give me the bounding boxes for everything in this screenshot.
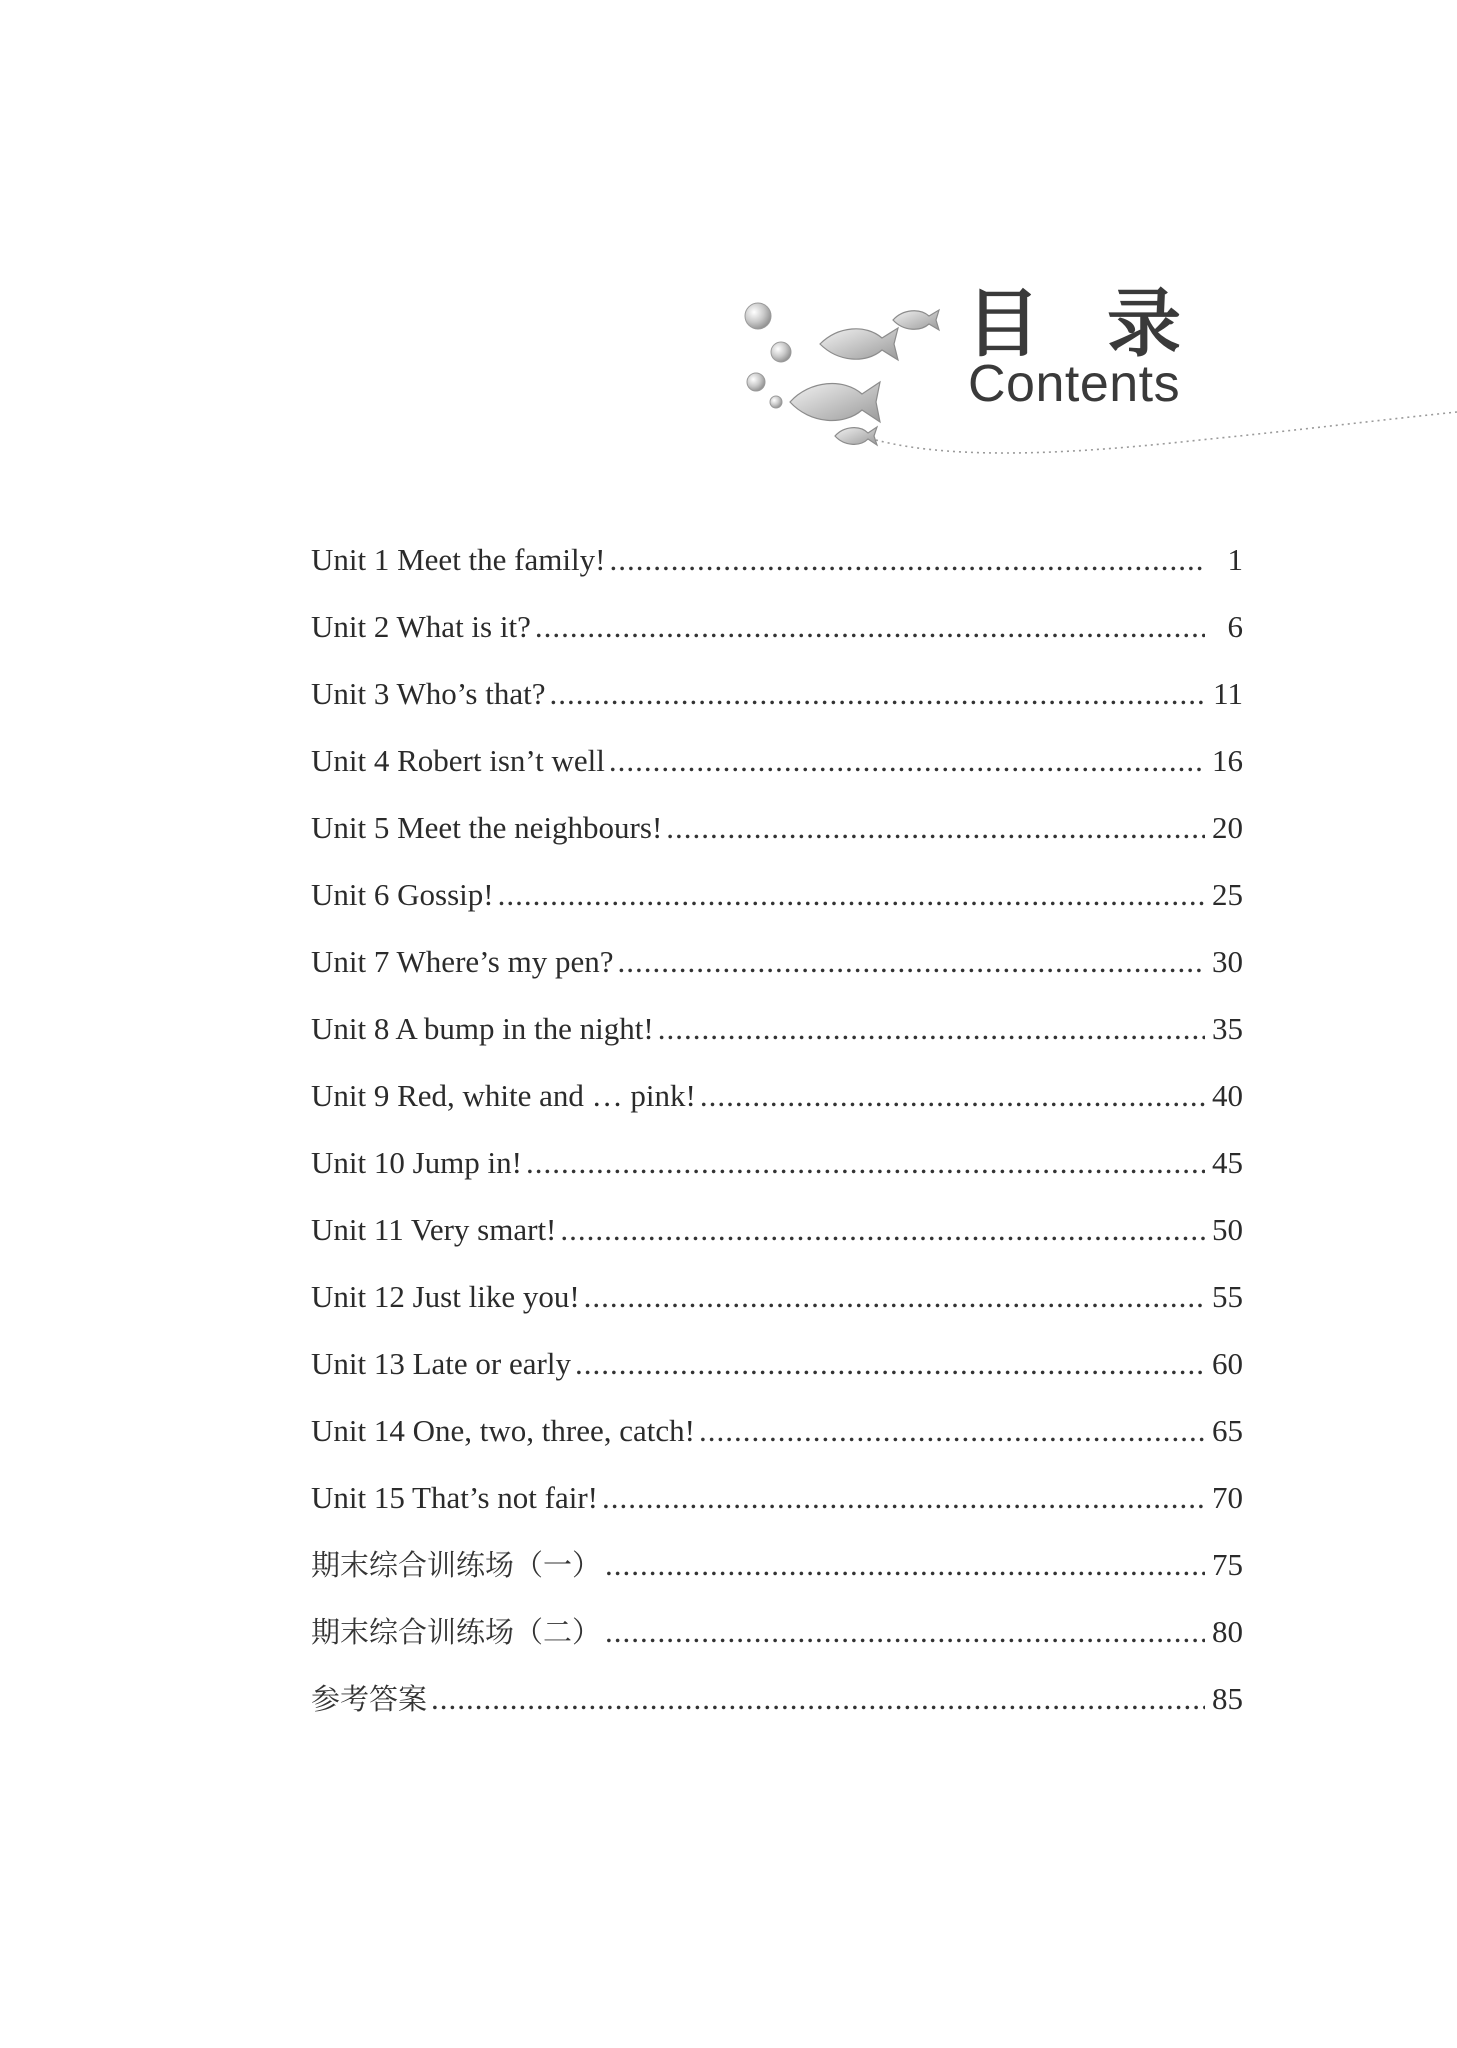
toc-entry-page: 45 xyxy=(1212,1145,1243,1180)
dot-leader xyxy=(699,1402,1205,1460)
bubble-icon xyxy=(770,396,782,408)
toc-entry-page: 11 xyxy=(1213,676,1243,711)
toc-entry[interactable] xyxy=(311,933,1243,1000)
fish-icon xyxy=(835,427,877,445)
page-title-chinese xyxy=(966,281,1181,367)
toc-entry[interactable] xyxy=(311,1402,1243,1469)
fish-and-bubbles-icon xyxy=(0,0,1457,480)
toc-entry[interactable] xyxy=(311,1335,1243,1402)
toc-entry-label: Unit 15 That’s not fair! xyxy=(311,1480,598,1515)
toc-entry-label: Unit 12 Just like you! xyxy=(311,1279,580,1314)
toc-entry[interactable] xyxy=(311,1536,1243,1603)
toc-entry[interactable] xyxy=(311,866,1243,933)
toc-entry-page: 65 xyxy=(1212,1413,1243,1448)
toc-entry-label: Unit 11 Very smart! xyxy=(311,1212,557,1247)
toc-entry[interactable] xyxy=(311,1670,1243,1737)
toc-entry-label: Unit 5 Meet the neighbours! xyxy=(311,810,663,845)
toc-entry-label: Unit 13 Late or early xyxy=(311,1346,571,1381)
dot-leader xyxy=(602,1469,1205,1527)
toc-entry[interactable] xyxy=(311,531,1243,598)
bubble-icon xyxy=(745,303,771,329)
toc-entry-label: Unit 3 Who’s that? xyxy=(311,676,546,711)
dot-leader xyxy=(526,1134,1205,1192)
toc-entry-page: 30 xyxy=(1212,944,1243,979)
toc-entry-page: 35 xyxy=(1212,1011,1243,1046)
page-title-english: Contents xyxy=(968,355,1181,413)
dot-leader xyxy=(666,799,1205,857)
dot-leader xyxy=(609,531,1205,589)
toc-entry-label: 参考答案 xyxy=(311,1682,428,1716)
toc-entry-label: Unit 8 A bump in the night! xyxy=(311,1011,654,1046)
toc-entry-page: 6 xyxy=(1227,609,1243,644)
fish-icon xyxy=(820,328,898,360)
dot-leader xyxy=(535,598,1205,656)
dot-leader xyxy=(609,732,1205,790)
toc-entry-label: Unit 6 Gossip! xyxy=(311,877,494,912)
toc-entry-page: 75 xyxy=(1212,1547,1243,1582)
toc-entry-page: 85 xyxy=(1212,1681,1243,1716)
toc-entry[interactable] xyxy=(311,732,1243,799)
fish-icon xyxy=(893,310,939,330)
toc-entry-page: 80 xyxy=(1212,1614,1243,1649)
toc-entry-page: 20 xyxy=(1212,810,1243,845)
toc-entry[interactable] xyxy=(311,1201,1243,1268)
dot-leader xyxy=(605,1603,1205,1661)
dot-leader xyxy=(549,665,1205,723)
fish-icon xyxy=(790,382,880,422)
toc-entry-page: 50 xyxy=(1212,1212,1243,1247)
contents-header xyxy=(0,0,1457,480)
toc-entry-page: 70 xyxy=(1212,1480,1243,1515)
toc-entry-label: Unit 9 Red, white and … pink! xyxy=(311,1078,696,1113)
toc-entry[interactable] xyxy=(311,598,1243,665)
toc-entry[interactable] xyxy=(311,1469,1243,1536)
dot-leader xyxy=(498,866,1205,924)
table-of-contents xyxy=(311,531,1243,1737)
dot-leader xyxy=(584,1268,1205,1326)
toc-entry-page: 60 xyxy=(1212,1346,1243,1381)
dot-leader xyxy=(617,933,1205,991)
dot-leader xyxy=(605,1536,1205,1594)
dot-leader xyxy=(431,1670,1205,1728)
dot-leader xyxy=(560,1201,1205,1259)
toc-entry-label: Unit 7 Where’s my pen? xyxy=(311,944,614,979)
dot-leader xyxy=(575,1335,1205,1393)
toc-entry[interactable] xyxy=(311,1268,1243,1335)
toc-entry[interactable] xyxy=(311,1067,1243,1134)
toc-entry-label: 期末综合训练场（一） xyxy=(311,1548,602,1582)
toc-entry[interactable] xyxy=(311,1000,1243,1067)
bubble-icon xyxy=(771,342,791,362)
toc-entry-page: 55 xyxy=(1212,1279,1243,1314)
toc-entry[interactable] xyxy=(311,665,1243,732)
toc-entry[interactable] xyxy=(311,1603,1243,1670)
dot-leader xyxy=(658,1000,1205,1058)
toc-entry-page: 40 xyxy=(1212,1078,1243,1113)
wave-line xyxy=(876,412,1457,453)
toc-entry-label: Unit 4 Robert isn’t well xyxy=(311,743,605,778)
toc-entry-label: Unit 10 Jump in! xyxy=(311,1145,522,1180)
toc-entry-label: Unit 1 Meet the family! xyxy=(311,542,606,577)
toc-entry-page: 1 xyxy=(1227,542,1243,577)
toc-entry[interactable] xyxy=(311,1134,1243,1201)
bubble-icon xyxy=(747,373,765,391)
toc-entry-page: 25 xyxy=(1212,877,1243,912)
title-char: 录 xyxy=(1107,281,1181,367)
title-char: 目 xyxy=(966,281,1040,367)
dot-leader xyxy=(700,1067,1205,1125)
toc-entry[interactable] xyxy=(311,799,1243,866)
toc-entry-label: Unit 2 What is it? xyxy=(311,609,531,644)
toc-entry-page: 16 xyxy=(1212,743,1243,778)
toc-entry-label: Unit 14 One, two, three, catch! xyxy=(311,1413,695,1448)
toc-entry-label: 期末综合训练场（二） xyxy=(311,1615,602,1649)
